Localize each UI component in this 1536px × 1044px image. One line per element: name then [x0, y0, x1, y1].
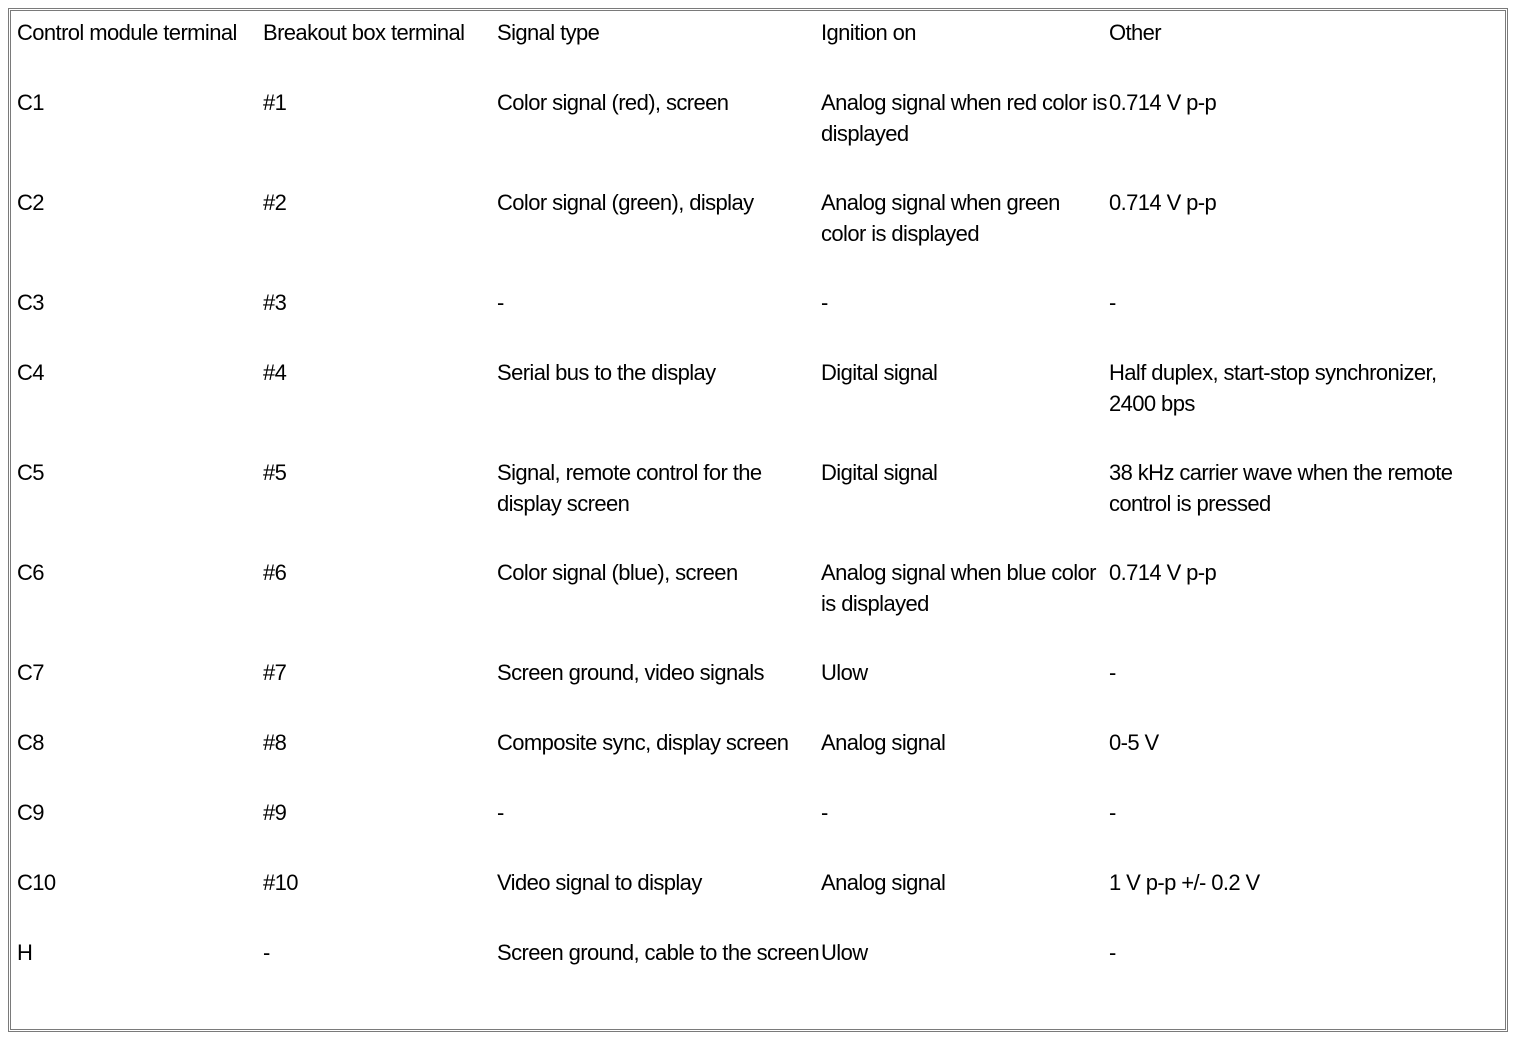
- cell-ignition-on: Digital signal: [821, 460, 938, 485]
- cell-breakout-box-terminal: #8: [263, 730, 287, 755]
- cell-ignition-on: Ulow: [821, 660, 868, 685]
- cell-other: 0.714 V p-p: [1109, 90, 1217, 115]
- cell-signal-type: -: [497, 800, 504, 825]
- cell-other: 0.714 V p-p: [1109, 190, 1217, 215]
- cell-control-module-terminal: C6: [17, 560, 44, 585]
- cell-control-module-terminal: C10: [17, 870, 56, 895]
- cell-signal-type: Video signal to display: [497, 870, 702, 895]
- table-row: [17, 87, 1487, 187]
- table-row: [17, 727, 1487, 797]
- cell-other: -: [1109, 290, 1116, 315]
- cell-breakout-box-terminal: #3: [263, 290, 287, 315]
- cell-breakout-box-terminal: #4: [263, 360, 287, 385]
- cell-breakout-box-terminal: #10: [263, 870, 298, 895]
- cell-control-module-terminal: H: [17, 940, 33, 965]
- cell-signal-type: Composite sync, display screen: [497, 730, 789, 755]
- header-control-module-terminal: Control module terminal: [17, 20, 237, 45]
- table-row: [17, 187, 1487, 287]
- cell-other: 0.714 V p-p: [1109, 560, 1217, 585]
- cell-other: 38 kHz carrier wave when the remote control is pressed: [1109, 460, 1453, 516]
- cell-control-module-terminal: C5: [17, 460, 44, 485]
- cell-breakout-box-terminal: #2: [263, 190, 287, 215]
- cell-ignition-on: Analog signal: [821, 730, 946, 755]
- header-ignition-on: Ignition on: [821, 20, 916, 45]
- table-row: [17, 867, 1487, 937]
- cell-ignition-on: Analog signal: [821, 870, 946, 895]
- cell-control-module-terminal: C3: [17, 290, 44, 315]
- cell-other: -: [1109, 940, 1116, 965]
- cell-signal-type: Color signal (green), display: [497, 190, 754, 215]
- cell-ignition-on: Digital signal: [821, 360, 938, 385]
- cell-ignition-on: Analog signal when blue color is displayed: [821, 560, 1096, 616]
- cell-control-module-terminal: C7: [17, 660, 44, 685]
- cell-signal-type: Color signal (red), screen: [497, 90, 729, 115]
- cell-breakout-box-terminal: #6: [263, 560, 287, 585]
- cell-breakout-box-terminal: #7: [263, 660, 287, 685]
- cell-breakout-box-terminal: #9: [263, 800, 287, 825]
- cell-control-module-terminal: C8: [17, 730, 44, 755]
- cell-other: -: [1109, 660, 1116, 685]
- table-row: [17, 457, 1487, 557]
- cell-signal-type: Serial bus to the display: [497, 360, 716, 385]
- table-frame: [8, 8, 1508, 1032]
- terminal-signal-table: [17, 17, 1487, 1037]
- table-row: [17, 797, 1487, 867]
- cell-ignition-on: -: [821, 290, 828, 315]
- cell-control-module-terminal: C1: [17, 90, 44, 115]
- header-other: Other: [1109, 20, 1162, 45]
- table-row: [17, 937, 1487, 1037]
- cell-signal-type: -: [497, 290, 504, 315]
- cell-ignition-on: Analog signal when green color is displayed: [821, 190, 1060, 246]
- cell-ignition-on: Ulow: [821, 940, 868, 965]
- table-row: [17, 557, 1487, 657]
- cell-control-module-terminal: C9: [17, 800, 44, 825]
- table-row: [17, 287, 1487, 357]
- cell-ignition-on: -: [821, 800, 828, 825]
- cell-breakout-box-terminal: #5: [263, 460, 287, 485]
- cell-signal-type: Screen ground, cable to the screen: [497, 940, 820, 965]
- cell-other: -: [1109, 800, 1116, 825]
- cell-breakout-box-terminal: #1: [263, 90, 287, 115]
- cell-other: 0-5 V: [1109, 730, 1159, 755]
- header-breakout-box-terminal: Breakout box terminal: [263, 20, 465, 45]
- cell-ignition-on: Analog signal when red color is displayed: [821, 90, 1107, 146]
- cell-signal-type: Screen ground, video signals: [497, 660, 764, 685]
- cell-other: Half duplex, start-stop synchronizer, 2400 bps: [1109, 360, 1437, 416]
- cell-control-module-terminal: C2: [17, 190, 44, 215]
- cell-signal-type: Signal, remote control for the display screen: [497, 460, 762, 516]
- table-row: [17, 357, 1487, 457]
- cell-other: 1 V p-p +/- 0.2 V: [1109, 870, 1260, 895]
- cell-signal-type: Color signal (blue), screen: [497, 560, 738, 585]
- header-row: [17, 17, 1487, 87]
- table-row: [17, 657, 1487, 727]
- cell-control-module-terminal: C4: [17, 360, 44, 385]
- cell-breakout-box-terminal: -: [263, 940, 270, 965]
- header-signal-type: Signal type: [497, 20, 600, 45]
